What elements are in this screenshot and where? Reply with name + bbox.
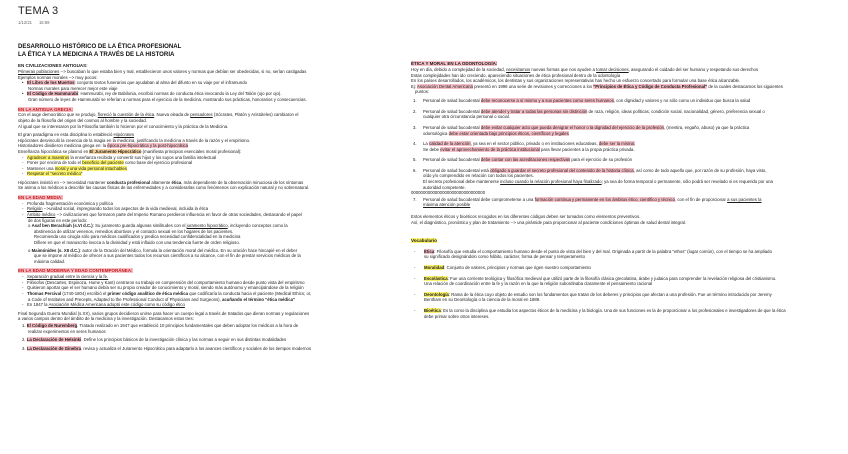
text-line: objeto de la filosofía del origen del cosmos al hombre y la sociedad. <box>18 117 147 123</box>
text-line: Historiadores dividieron medicina griega en: la época pre-hipocrática y la post-hipocrática <box>18 143 189 149</box>
page-meta <box>18 20 49 25</box>
section-antigua-grecia: EN LA ANTIGUA GRECIA: <box>18 106 73 112</box>
list-item: - Agradecer a maestros la enseñanza recibida y convertir sus hijos y los suyos una familia intelectual <box>18 155 390 161</box>
list-item: - Moralidad: Conjunto de valores, principios y normas que rigen nuestro comportamiento <box>414 265 591 271</box>
text-line: abstinencia de utilizar venenos, remedios abortivos y el contacto sexual en los hogares de los pacientes. <box>34 228 234 234</box>
right-column <box>411 58 831 319</box>
text-line: a Code of Institutes and Precepts, Adapted to the Professional Conduct of Physicians and Surgeons), acuñando el término "ética médica" <box>28 296 296 302</box>
page-title: TEMA 3 <box>18 5 59 17</box>
left-column <box>18 43 390 351</box>
section-edad-moderna: EN LA EDAD MODERNA Y EDAD CONTEMPORÁNEA: <box>18 268 133 274</box>
text-line: Al igual que se interesaron por la Filosofía también lo hicieron por el conocimiento y la práctica de la Medicina. <box>18 123 229 129</box>
list-item: o Asaf ben Berachiah (s.VI d.C.): Su juramento guarda algunas similitudes con el juramento hipocrático, incluyendo conceptos como la <box>28 223 288 229</box>
text-line: que se impone al médico de ofrecer a sus pacientes todos los recursos científicos a su alcance, con el fin de prestar servicios médicos de la <box>34 253 301 259</box>
text-line: Primeras poblaciones --> buscaban lo que estaba bien y mal, establecieron unos valores y normas que debían ser obedecidas, si no, serían castigadas <box>18 68 307 74</box>
section-civilizaciones-antiguas: EN CIVILIZACIONES ANTIGUAS: <box>18 63 88 69</box>
list-item: - Mantener una moral y una vida personal intachables <box>18 166 390 172</box>
doc-title: DESARROLLO HISTÓRICO DE LA ÉTICA PROFESIONAL <box>18 43 182 50</box>
list-item: - Quisieron aportar que el ser humano debía ser su propio creador de conocimiento y moral, siendo más autónomo y emancipándose de la religión <box>18 285 390 291</box>
text-line: Hipócrates insistió en --> necesidad mantener conducta profesional altamente ética, más dependiente de la observación minuciosa de los síntomas <box>18 179 304 185</box>
list-item: - En 1847 la Asociación Médica Americana adoptó este código como su código ético <box>18 302 390 308</box>
page-time: 15:59 <box>38 20 50 25</box>
list-item: - Respetar el "secreto médico" <box>18 171 390 177</box>
list-item: o Maimónides (s. XII d.C.): autor de la Oración del Médico, formula la orientación moral del médico. En su oración hace hincapié en el deber <box>28 247 298 253</box>
text-line: 0000000000000000000000000000000 <box>411 190 486 196</box>
text-line: de dos figuras en este período: <box>28 217 88 223</box>
list-item: 3. La Declaración de Ginebra. revisa y actualiza el Juramento Hipocrático para adaptarlo a los avances científicos y sociales de los tiempos modernos <box>22 345 311 351</box>
text-line: El gran paradigma en esta disciplina lo estableció Hipócrates <box>18 132 135 138</box>
list-item: 4. La calidad de la atención, ya sea en el sector público, privado o en instituciones educativas, debe ser la misma. Se debe evitar el aprovechamiento de la práctica institucional para llevar pacientes a la propia práctica privada. <box>413 141 636 152</box>
text-line: Difiere en que el manuscrito invoca a la divinidad y está influido con una tendencia fuerte de orden religioso. <box>34 240 240 246</box>
text-line: realizar experimentos en seres humanos <box>28 328 106 334</box>
text-line: Hipócrates desvinculó la creencia de la magia en la medicina, justificando la medicina a través de la razón y el empirismo. <box>18 137 251 143</box>
section-vocabulario: Vocabulario <box>411 238 437 244</box>
doc-subtitle: LA ÉTICA Y LA MEDICINA A TRAVÉS DE LA HISTORIA <box>18 50 175 58</box>
list-item: - Deontología: Rama de la ética cuyo objeto de estudio son los fundamentos que tratan de los deberes y principios que afectan a una profesión. Fue un término introducido por Jeremy Bentham en su Deontología o la ciencia de la moral en 1889. <box>414 291 772 303</box>
list-item: - Filósofos (Descartes, Espinoza, Hume y Kant) centraron su trabajo en comprensión del comportamiento humano desde punto vista del empirismo <box>18 280 390 286</box>
list-item: 1. Personal de salud bucodental debe reconocerse a sí mismo y a sus pacientes como seres humanos, con dignidad y valores y no sólo como un individuo que busca la salud <box>413 98 751 104</box>
list-item: 3. Personal de salud bucodental debe evitar cualquier acto que pueda denigrar el honor o la dignidad del ejercicio de la profesión, (mentira, engaño, abuso) ya que la práctica odontológica debe estar orientada bajo principios éticos, científicos y legales <box>413 124 750 136</box>
text-line: Estas complejidades han ido creciendo, apareciendo situaciones de ética profesional dentro de la odontología <box>411 72 621 78</box>
text-line: Así, el diagnóstico, pronóstico y plan de tratamiento --> una pirámide para proporcionar al paciente condiciones óptimas de salud dental integral. <box>411 219 687 225</box>
list-item: 1. El Código de Nuremberg. Tratado realizado en 1947 que estableció 10 principios fundamentales que deben adoptar los médicos a la hora de <box>22 322 299 328</box>
list-item: 2. La Declaración de Helsinki. Define los principios básicos de la investigación clínica y las normas a seguir en sus distintas modalidades <box>22 337 287 343</box>
text-line: Estos elementos éticos y bioéticos recogidos en los diferentes códigos deben ser tomados como elementos preventivos. <box>411 214 641 220</box>
list-item: 6. Personal de salud bucodental está obligado a guardar el secreto profesional del contenido de la historia clínica, así como de todo aquello que, por razón de su profesión, haya visto, oído y/o comprendido en relación con todos los pacientes. El secreto profesional debe mantenerse incluso cuando la relación profesional haya finalizado; ya sea de forma temporal o permanente, sólo podrá ser revelado si es requerido por una autoridad competente. <box>413 167 773 190</box>
text-line: Normas morales para merecer mejor este viaje <box>28 85 118 91</box>
list-item: - Bioética: Es la como la disciplina que estudia los aspectos éticos de la medicina y la biología. Una de sus funciones es la de proporcionar a los profesionales e investigadores de que la ética debe primar sobre otros intereses. <box>414 307 786 319</box>
text-line: máxima calidad. <box>34 258 66 264</box>
text-line: Gran número de leyes de Hammurabi se referían a normas para el ejercicio de la medicina, mostrando sus prácticas, honorarios y consecuencias. <box>28 96 307 102</box>
list-item: - Ámbito médico --> civilizaciones que formaron parte del Imperio Romano perdieron influencia en favor de otras sociedades, destacando el papel <box>18 212 390 218</box>
text-line: a varios campos dentro del ámbito de la medicina y la investigación. Destacamos estos tres: <box>18 316 194 322</box>
list-item: • El Código de Hammurabi: Hammurabi, rey de Babilonia, escribió normas de conducta ética invocando la Ley del Talión (ojo por ojo). <box>18 91 390 97</box>
list-item: - Ética: Filosofía que estudia el comportamiento humano desde el punto de vista del bien y del mal. Originada a partir de la palabra "ethos" (lugar común), con el tiempo se ha ampliado su significado designándolo como hábito, carácter, forma de pensar y temperamento <box>414 248 772 260</box>
list-item: - Poner por encima de todo el beneficio del paciente como base del ejercicio profesional <box>18 160 390 166</box>
text-line: puntos: <box>415 89 430 95</box>
page-date: 1/12/21 <box>18 20 32 25</box>
list-item: • El Libro de los Muertos: conjunto textos funerarios que ayudaban al alma del difunto en su viaje por el inframundo <box>18 80 390 86</box>
text-line: Final Segunda Guerra Mundial (s.XX), varios grupos decidieron unirse para hacer un cuerpo legal a través de tratados que dieran normas y regulaciones <box>18 310 310 316</box>
list-item: - Thomas Percival (1740-1804) escribió el primer código analítico de ética médica que codificaría la conducta hacia el paciente (Medical Ethics; or, <box>18 291 390 297</box>
text-line: En los países desarrollados, los académicos, los dentistas y sus organizaciones representativas han hecho un esfuerzo concertado para formular una base ética alcanzable. <box>411 78 741 84</box>
list-item: 2. Personal de salud bucodental debe atender y tratar a todas las personas sin distinción de raza, religión, ideas políticas, condición social, nacionalidad, género, preferencia sexual o cualquier otra circunstancia personal o social. <box>413 108 765 120</box>
list-item: 5. Personal de salud bucodental debe contar con las acreditaciones respectivas para el ejercicio de su profesión <box>413 157 633 163</box>
list-item: - Profunda fragmentación económica y política <box>18 201 390 207</box>
text-line: Hoy en día, debido a complejidad de la sociedad, necesitamos nuevas formas que nos ayuden a tomar decisiones, asegurando el cuidado del ser humano y respetando sus derechos <box>411 66 759 72</box>
text-line: Recomienda uso cirugía sólo para médicos cualificados y predica necesidad confidencialidad en la medicina <box>34 234 241 240</box>
text-line: Ej: Asociación Dental Americana presentó en 1996 una serie de revisiones y correcciones a los "Principios de Ética y Código de Conducta Profesional" de la cuales destacamos los siguientes <box>411 83 783 89</box>
section-edad-media: EN LA EDAD MEDIA: <box>18 195 63 201</box>
text-line: Enseñanza hipocrática se plasmó en El Juramento Hipocrático (manifiesta principios esenciales moral profesional): <box>18 148 242 154</box>
section-odontologia: ÉTICA Y MORAL EN LA ODONTOLOGÍA: <box>411 61 498 67</box>
list-item: - Escolástica: Fue una corriente teológica y filosófica medieval que utilizó parte de la filosofía clásica grecolatina, árabe y judaica para comprender la revelación religiosa del cristianismo. Una relación de coordinación entre la fe y la razón en la que la religión subordinaba claramente el pensamiento racional <box>414 275 777 287</box>
list-item: - Separación gradual entre la ciencia y la fe. <box>18 274 390 280</box>
text-line: Con el auge democrático que se produjo, floreció la cuestión de la ética. Nueva oleada de pensadores (Sócrates, Platón y Aristóteles) cambiaron el <box>18 112 299 118</box>
text-line: Se anima a los médicos a describir las causas físicas de las enfermedades y a considerarlas como fenómenos con explicación natural y no sobrenatural. <box>18 185 310 191</box>
text-line: Ejemplos normas morales --> muy pocos: <box>18 74 98 80</box>
list-item: 7. Personal de salud bucodental debe comprometerse a una formación continua y permanente en los ámbitos ético, científico y técnico, con el fin de proporcionar a sus pacientes la máxima atención posible <box>413 196 762 208</box>
list-item: - Religión -->unidad social, impregnando todos los aspectos de la vida medieval, incluida la ética <box>18 206 390 212</box>
